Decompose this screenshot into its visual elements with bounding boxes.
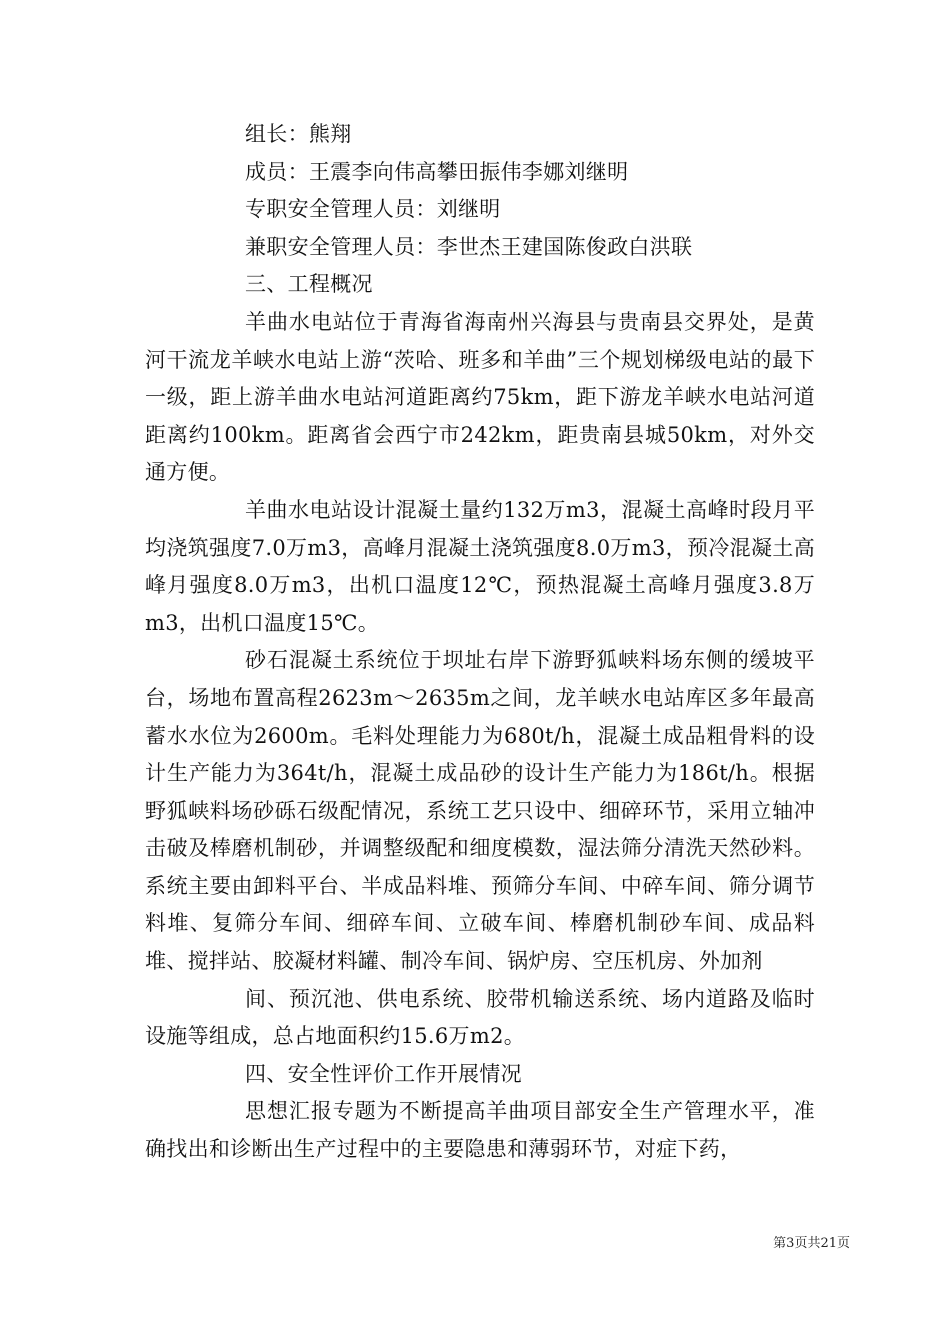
- part-time-safety-line: 兼职安全管理人员：李世杰王建国陈俊政白洪联: [245, 234, 693, 259]
- document-body: [145, 116, 815, 1169]
- section-3-heading: 三、工程概况: [245, 272, 373, 297]
- full-time-safety-line: 专职安全管理人员：刘继明: [245, 197, 501, 222]
- paragraph-facilities: 间、预沉池、供电系统、胶带机输送系统、场内道路及临时设施等组成，总占地面积约15.6万m2。: [145, 986, 815, 1049]
- team-leader-line: 组长：熊翔: [245, 122, 352, 146]
- section-4-heading: 四、安全性评价工作开展情况: [245, 1061, 522, 1086]
- paragraph-location: 羊曲水电站位于青海省海南州兴海县与贵南县交界处，是黄河干流龙羊峡水电站上游“茨哈、班多和羊曲”三个规划梯级电站的最下一级，距上游羊曲水电站河道距离约75km，距下游龙羊峡水电站河道距离约100km。距离省会西宁市242km，距贵南县城50km，对外交通方便。: [145, 309, 815, 485]
- paragraph-safety-evaluation: 思想汇报专题为不断提高羊曲项目部安全生产管理水平，准确找出和诊断出生产过程中的主要隐患和薄弱环节，对症下药，: [145, 1099, 815, 1162]
- paragraph-aggregate-system: 砂石混凝土系统位于坝址右岸下游野狐峡料场东侧的缓坡平台，场地布置高程2623m～2635m之间，龙羊峡水电站库区多年最高蓄水水位为2600m。毛料处理能力为680t/h，混凝土成品粗骨料的设计生产能力为364t/h，混凝土成品砂的设计生产能力为186t/h。根据野狐峡料场砂砾石级配情况，系统工艺只设中、细碎环节，采用立轴冲击破及棒磨机制砂，并调整级配和细度模数，湿法筛分清洗天然砂料。系统主要由卸料平台、半成品料堆、预筛分车间、中碎车间、筛分调节料堆、复筛分车间、细碎车间、立破车间、棒磨机制砂车间、成品料堆、搅拌站、胶凝材料罐、制冷车间、锅炉房、空压机房、外加剂: [145, 648, 815, 974]
- paragraph-concrete-volume: 羊曲水电站设计混凝土量约132万m3，混凝土高峰时段月平均浇筑强度7.0万m3，高峰月混凝土浇筑强度8.0万m3，预冷混凝土高峰月强度8.0万m3，出机口温度12℃，预热混凝土高峰月强度3.8万m3，出机口温度15℃。: [145, 497, 815, 635]
- team-members-line: 成员：王震李向伟高攀田振伟李娜刘继明: [245, 159, 629, 184]
- page-number-footer: 第3页共21页: [773, 1236, 850, 1251]
